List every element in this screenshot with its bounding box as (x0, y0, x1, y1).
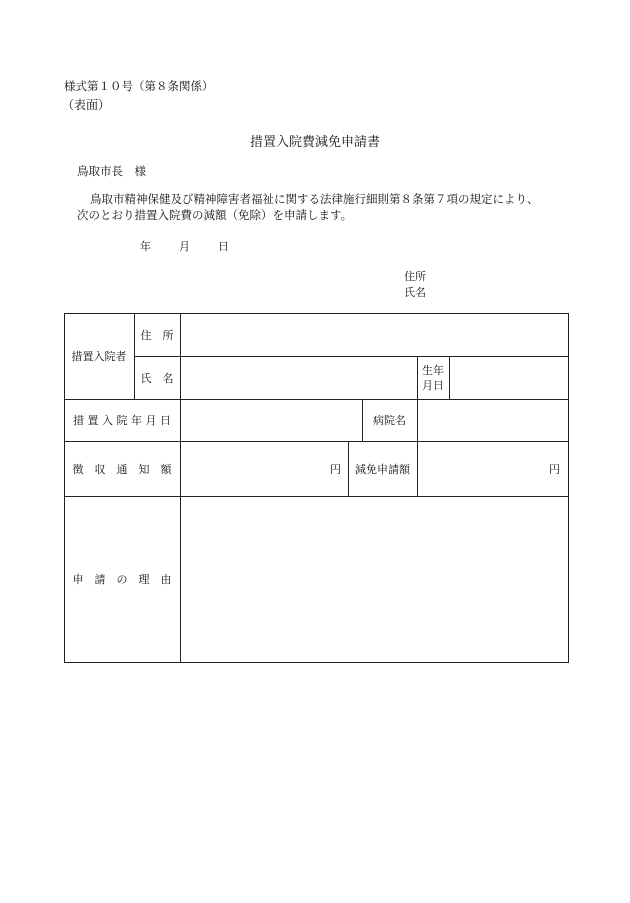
birth-label-line-1: 生年 (422, 363, 444, 377)
reduction-amount-field[interactable] (418, 442, 560, 496)
reason-field[interactable] (181, 497, 568, 662)
reduction-amount-label: 減免申請額 (355, 462, 410, 476)
patient-label: 措置入院者 (71, 350, 127, 363)
patient-address-field[interactable] (181, 314, 568, 356)
date-year: 年 (140, 240, 151, 253)
page-title: 措置入院費減免申請書 (249, 135, 380, 150)
body-text-line-1: 鳥取市精神保健及び精神障害者福祉に関する法律施行細則第８条第７項の規定により、 (90, 192, 539, 206)
body-text-line-2: 次のとおり措置入院費の減額（免除）を申請します。 (77, 208, 353, 222)
hospital-field[interactable] (418, 400, 568, 441)
yen-unit-1: 円 (330, 463, 341, 476)
date-day: 日 (218, 240, 229, 253)
applicant-address-label: 住所 (404, 270, 426, 283)
collection-amount-field[interactable] (181, 442, 341, 496)
birth-date-field[interactable] (450, 357, 568, 399)
form-number: 様式第１０号（第８条関係） (64, 79, 214, 93)
birth-label-line-2: 月日 (422, 378, 444, 392)
yen-unit-2: 円 (549, 463, 560, 476)
date-month: 月 (179, 240, 190, 253)
admission-date-label: 措 置 入 院 年 月 日 (73, 414, 171, 427)
patient-address-label: 住 所 (140, 328, 174, 342)
birth-date-label (417, 356, 449, 399)
patient-name-label: 氏 名 (140, 371, 174, 385)
collection-amount-label: 徴 収 通 知 額 (72, 462, 172, 476)
addressee: 鳥取市長 様 (77, 164, 146, 178)
applicant-name-label: 氏名 (404, 286, 426, 299)
reason-label: 申 請 の 理 由 (72, 573, 172, 586)
side-label: （表面） (62, 98, 111, 112)
admission-date-field[interactable] (181, 400, 362, 441)
hospital-label: 病院名 (373, 414, 406, 427)
patient-name-field[interactable] (181, 357, 417, 399)
